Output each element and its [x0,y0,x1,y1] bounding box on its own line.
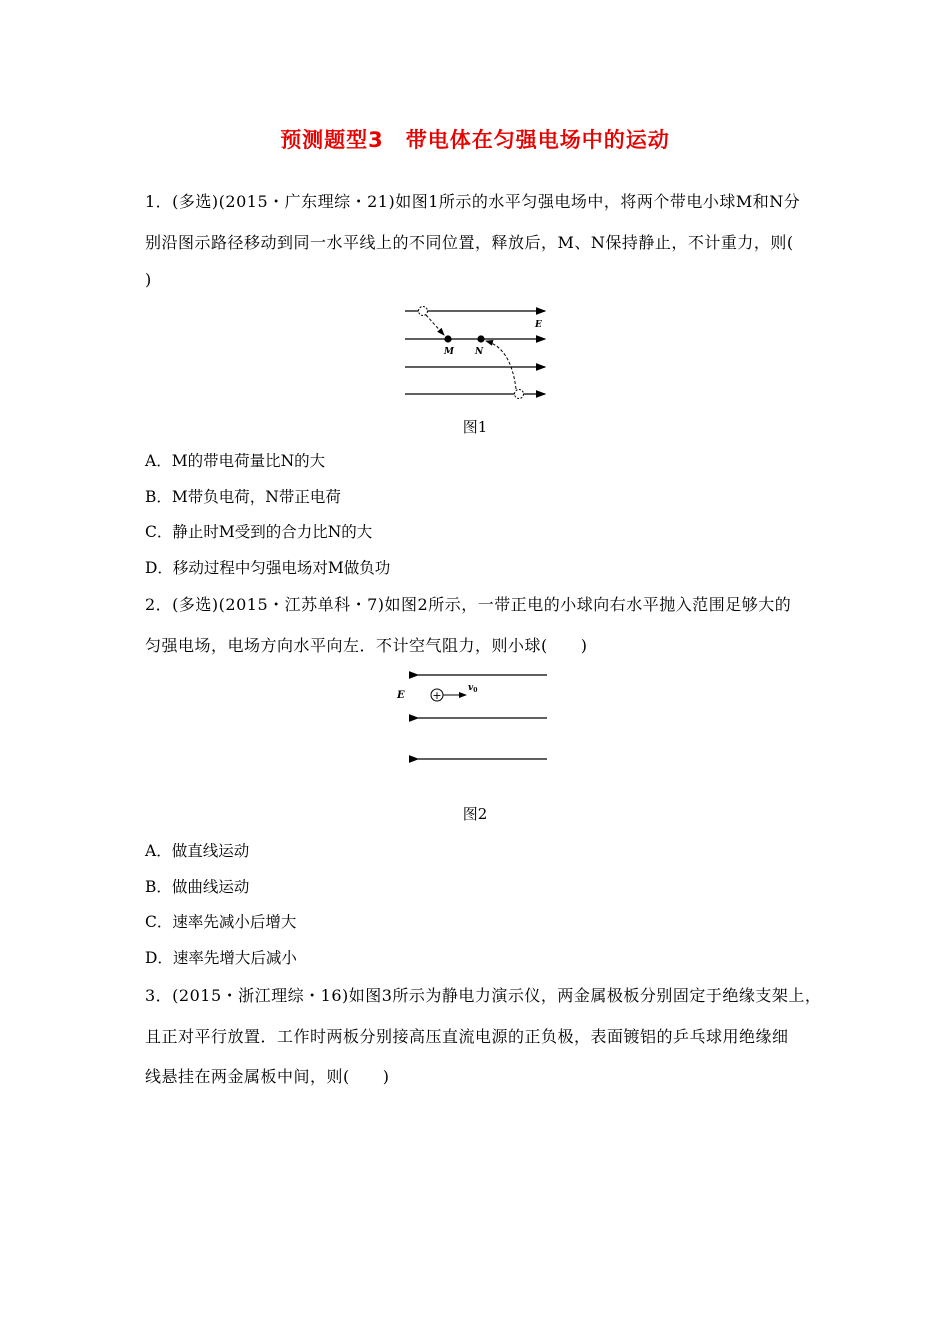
label-e: E [535,320,542,330]
q1-text-line3: ) [145,270,152,289]
q2-option-d: D．速率先增大后减小 [145,949,297,967]
figure-1-caption: 图1 [462,418,488,436]
start-position-m [419,307,428,316]
start-position-n [515,390,524,399]
q1-text-line2: 别沿图示路径移动到同一水平线上的不同位置，释放后，M、N保持静止，不计重力，则( [145,233,794,252]
path-m [426,315,444,335]
label-v0: $v_0$ [468,683,478,694]
q2-option-b: B．做曲线运动 [145,878,250,896]
q1-option-a: A．M的带电荷量比N的大 [145,452,326,470]
page-title: 预测题型3 带电体在匀强电场中的运动 [280,128,670,152]
q1-option-d: D．移动过程中匀强电场对M做负功 [145,559,391,577]
q3-text-line3: 线悬挂在两金属板中间，则( ) [145,1067,390,1086]
q1-option-c: C．静止时M受到的合力比N的大 [145,523,373,541]
label-m: M [444,347,454,357]
figure-1-diagram [395,300,555,400]
q2-text-line1: 2．(多选)(2015・江苏单科・7)如图2所示，一带正电的小球向右水平抛入范围足够大的 [145,595,792,614]
figure-2-diagram [390,668,555,768]
q2-option-a: A．做直线运动 [145,842,250,860]
figure-2-caption: 图2 [462,805,488,823]
ball-m [444,335,451,342]
q3-text-line2: 且正对平行放置．工作时两板分别接高压直流电源的正负极，表面镀铝的乒乓球用绝缘细 [145,1027,789,1046]
q3-text-line1: 3．(2015・浙江理综・16)如图3所示为静电力演示仪，两金属极板分别固定于绝缘支架上， [145,986,822,1005]
path-n [486,341,516,389]
q2-text-line2: 匀强电场，电场方向水平向左．不计空气阻力，则小球( ) [145,636,588,655]
q2-option-c: C．速率先减小后增大 [145,913,297,931]
label-n: N [475,347,484,357]
q1-text-line1: 1．(多选)(2015・广东理综・21)如图1所示的水平匀强电场中，将两个带电小球M和N分 [145,192,801,211]
label-e: E [397,690,405,701]
charge-sign: + [432,689,442,702]
ball-n [477,335,484,342]
q1-option-b: B．M带负电荷，N带正电荷 [145,488,341,506]
